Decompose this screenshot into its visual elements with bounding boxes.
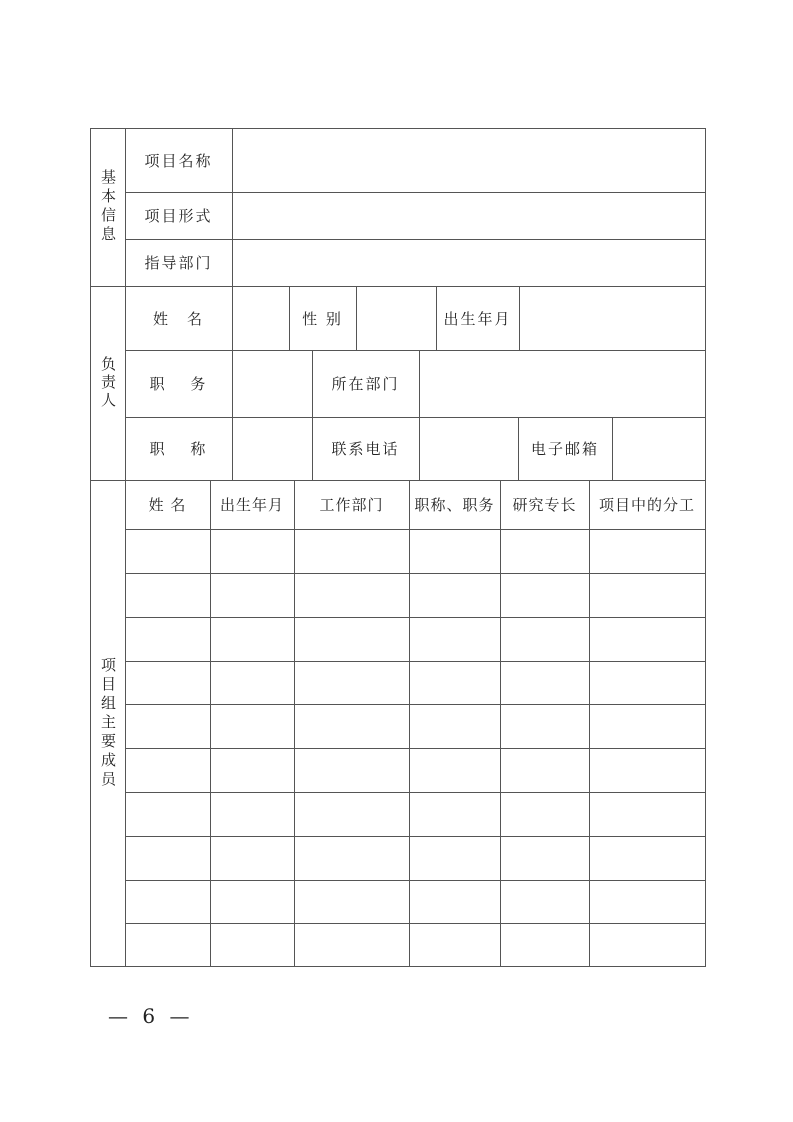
member-column-header: 工作部门 — [319, 496, 384, 514]
member-column-header: 项目中的分工 — [598, 496, 695, 514]
basic-info-section-label — [90, 128, 125, 286]
member-cell[interactable] — [294, 748, 409, 792]
member-cell[interactable] — [500, 661, 589, 704]
leader-name-field[interactable] — [232, 286, 289, 350]
leader-dept-field[interactable] — [419, 350, 705, 417]
leader-title-field[interactable] — [232, 417, 312, 480]
leader-email-field[interactable] — [612, 417, 705, 480]
member-cell[interactable] — [125, 836, 210, 880]
leader-dept-label: 所在部门 — [331, 375, 400, 393]
member-cell[interactable] — [589, 748, 705, 792]
member-cell[interactable] — [125, 573, 210, 617]
member-cell[interactable] — [294, 661, 409, 704]
leader-position-label: 职 务 — [149, 375, 208, 393]
member-cell[interactable] — [210, 880, 294, 923]
member-cell[interactable] — [294, 617, 409, 661]
member-cell[interactable] — [125, 748, 210, 792]
member-cell[interactable] — [409, 529, 500, 573]
member-cell[interactable] — [589, 529, 705, 573]
member-cell[interactable] — [210, 529, 294, 573]
project-name-label: 项目名称 — [144, 151, 213, 170]
members-section-label — [90, 480, 125, 966]
member-cell[interactable] — [409, 573, 500, 617]
member-cell[interactable] — [500, 836, 589, 880]
member-cell[interactable] — [125, 880, 210, 923]
member-cell[interactable] — [500, 748, 589, 792]
member-cell[interactable] — [210, 617, 294, 661]
member-cell[interactable] — [589, 661, 705, 704]
member-cell[interactable] — [210, 836, 294, 880]
member-cell[interactable] — [589, 573, 705, 617]
member-cell[interactable] — [294, 923, 409, 966]
leader-label-text: 负责人 — [99, 356, 117, 410]
leader-birth-field[interactable] — [519, 286, 705, 350]
project-form-field[interactable] — [232, 192, 705, 239]
member-cell[interactable] — [125, 923, 210, 966]
members-label-text: 项目组主要成员 — [99, 656, 117, 790]
member-cell[interactable] — [500, 573, 589, 617]
leader-birth-label: 出生年月 — [443, 309, 512, 328]
leader-phone-field[interactable] — [419, 417, 518, 480]
leader-position-field[interactable] — [232, 350, 312, 417]
member-cell[interactable] — [125, 661, 210, 704]
member-cell[interactable] — [500, 529, 589, 573]
member-cell[interactable] — [125, 529, 210, 573]
member-cell[interactable] — [294, 836, 409, 880]
member-cell[interactable] — [210, 748, 294, 792]
member-cell[interactable] — [589, 923, 705, 966]
member-cell[interactable] — [294, 704, 409, 748]
member-column-header: 研究专长 — [512, 496, 577, 514]
leader-section-label — [90, 286, 125, 480]
project-name-field[interactable] — [232, 128, 705, 192]
member-cell[interactable] — [294, 880, 409, 923]
member-cell[interactable] — [125, 617, 210, 661]
leader-title-label: 职 称 — [149, 440, 208, 458]
member-cell[interactable] — [409, 880, 500, 923]
leader-email-label: 电子邮箱 — [530, 440, 599, 458]
member-cell[interactable] — [500, 792, 589, 836]
member-cell[interactable] — [589, 704, 705, 748]
member-cell[interactable] — [589, 880, 705, 923]
member-cell[interactable] — [409, 923, 500, 966]
member-cell[interactable] — [409, 748, 500, 792]
member-cell[interactable] — [125, 792, 210, 836]
member-cell[interactable] — [409, 792, 500, 836]
member-column-header: 职称、职务 — [414, 496, 495, 514]
member-cell[interactable] — [210, 704, 294, 748]
page-number: — 6 — — [108, 1004, 194, 1028]
member-cell[interactable] — [500, 880, 589, 923]
application-form-table — [90, 128, 706, 967]
leader-gender-label: 性 别 — [302, 309, 343, 328]
member-cell[interactable] — [589, 617, 705, 661]
project-form-label: 项目形式 — [144, 207, 213, 225]
member-cell[interactable] — [589, 836, 705, 880]
leader-name-label: 姓 名 — [152, 309, 204, 328]
member-cell[interactable] — [409, 836, 500, 880]
member-cell[interactable] — [500, 704, 589, 748]
member-cell[interactable] — [409, 661, 500, 704]
guiding-dept-field[interactable] — [232, 239, 705, 286]
member-cell[interactable] — [210, 661, 294, 704]
member-cell[interactable] — [500, 923, 589, 966]
basic-info-label-text: 基本信息 — [99, 169, 117, 245]
member-cell[interactable] — [500, 617, 589, 661]
member-column-header: 姓 名 — [148, 496, 187, 514]
member-cell[interactable] — [210, 573, 294, 617]
member-cell[interactable] — [589, 792, 705, 836]
member-cell[interactable] — [210, 923, 294, 966]
member-cell[interactable] — [210, 792, 294, 836]
member-cell[interactable] — [294, 792, 409, 836]
member-cell[interactable] — [125, 704, 210, 748]
member-cell[interactable] — [294, 529, 409, 573]
leader-phone-label: 联系电话 — [331, 440, 400, 458]
member-column-header: 出生年月 — [219, 496, 284, 514]
member-cell[interactable] — [294, 573, 409, 617]
member-cell[interactable] — [409, 617, 500, 661]
member-cell[interactable] — [409, 704, 500, 748]
table-border-bottom — [90, 966, 706, 967]
leader-gender-field[interactable] — [356, 286, 436, 350]
table-border-right — [705, 128, 706, 967]
guiding-dept-label: 指导部门 — [144, 254, 213, 272]
